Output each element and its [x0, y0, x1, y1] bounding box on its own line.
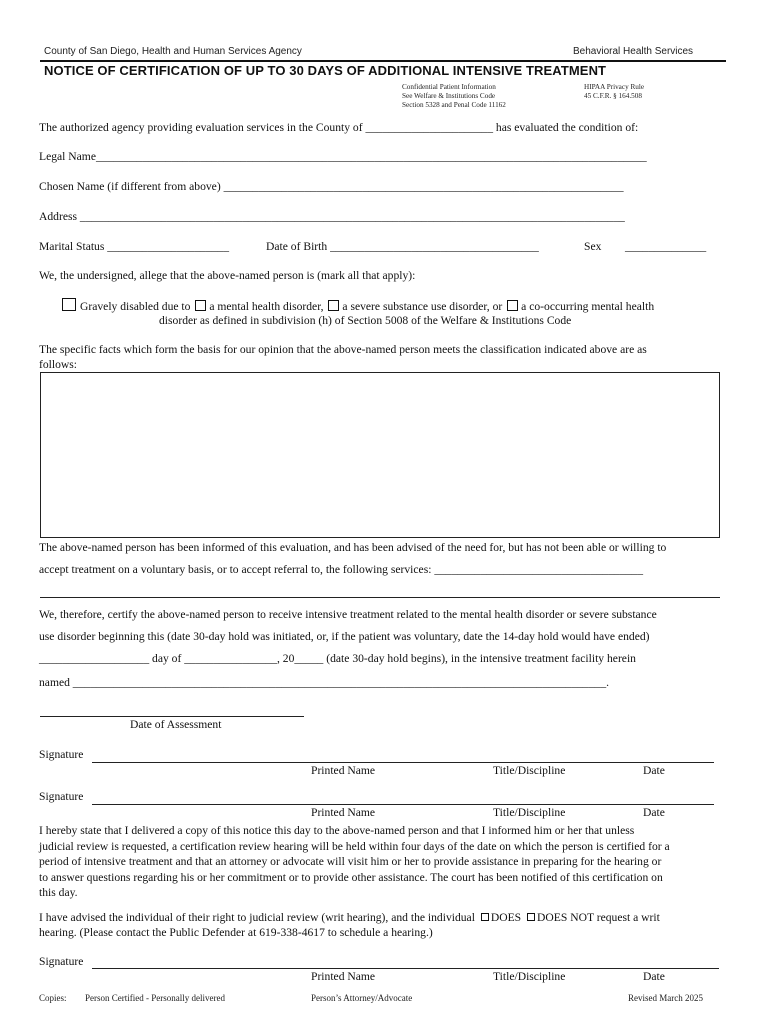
delivery-line-1: I hereby state that I delivered a copy of this notice this day to the above-named person and that I informed him or her that unless — [39, 824, 635, 837]
signature-3-date: Date — [643, 970, 665, 983]
confidential-notice — [402, 83, 506, 110]
sex-label: Sex — [584, 240, 602, 253]
informed-line-1: The above-named person has been informed of this evaluation, and has been advised of the need for, but has not been able or willing to — [39, 541, 667, 554]
certify-line-2: use disorder beginning this (date 30-day hold was initiated, or, if the patient was voluntary, date the 14-day hold would have ended) — [39, 630, 650, 643]
signature-3-title: Title/Discipline — [493, 970, 566, 983]
agency-name: County of San Diego, Health and Human Services Agency — [44, 46, 302, 57]
facts-line-2: follows: — [39, 358, 78, 371]
signature-3-line[interactable] — [92, 968, 719, 969]
delivery-line-2: judicial review is requested, a certification review hearing will be held within four days of the date on which the person is certified for a — [39, 839, 670, 853]
legal-name-field[interactable]: Legal Name_______________________________________________________________________________________________ — [39, 150, 647, 163]
signature-1-printed-name: Printed Name — [311, 764, 376, 777]
signature-1-label: Signature — [39, 748, 84, 761]
confidential-line-1: Confidential Patient Information — [402, 83, 496, 91]
gravely-disabled-label: Gravely disabled due to — [80, 300, 191, 313]
signature-2-printed-name: Printed Name — [311, 806, 376, 819]
classification-options — [62, 298, 654, 313]
signature-1-line[interactable] — [92, 762, 714, 763]
allege-text: We, the undersigned, allege that the above-named person is (mark all that apply): — [39, 269, 416, 282]
signature-3-printed-name: Printed Name — [311, 970, 376, 983]
signature-3-label: Signature — [39, 955, 84, 968]
signature-1-title: Title/Discipline — [493, 764, 566, 777]
chosen-name-field[interactable]: Chosen Name (if different from above) _____________________________________________________________________ — [39, 180, 624, 193]
footer-person-certified: Person Certified - Personally delivered — [85, 993, 225, 1003]
co-occurring-definition: disorder as defined in subdivision (h) of Section 5008 of the Welfare & Institutions Code — [159, 314, 572, 327]
intro-condition-text: has evaluated the condition of: — [495, 121, 639, 134]
writ-text: request a writ — [596, 911, 660, 924]
facts-text-area[interactable] — [40, 372, 720, 538]
footer-copies-label: Copies: — [39, 993, 67, 1003]
does-label: DOES — [490, 911, 522, 924]
marital-status-field[interactable]: Marital Status _____________________ — [39, 240, 230, 253]
signature-2-title: Title/Discipline — [493, 806, 566, 819]
intro-text — [39, 121, 638, 134]
services-field[interactable]: accept treatment on a voluntary basis, or to accept referral to, the following services: ____________________________________ — [39, 563, 644, 576]
advised-text: I have advised the individual of their right to judicial review (writ hearing), and the individual — [39, 911, 475, 924]
form-title: NOTICE OF CERTIFICATION OF UP TO 30 DAYS OF ADDITIONAL INTENSIVE TREATMENT — [44, 63, 607, 78]
delivery-line-4: to answer questions regarding his or her commitment or to provide other assistance. The court has been notified of this certification on — [39, 870, 663, 884]
delivery-line-5: this day. — [39, 886, 78, 899]
delivery-statement — [39, 823, 670, 901]
substance-use-label: a severe substance use disorder, or — [342, 300, 503, 313]
facts-line-1: The specific facts which form the basis for our opinion that the above-named person meets the classification indicated above are as — [39, 343, 647, 356]
confidential-line-2: See Welfare & Institutions Code — [402, 92, 496, 100]
advised-line-1 — [39, 911, 660, 924]
assessment-date-label: Date of Assessment — [130, 718, 222, 731]
mental-health-checkbox[interactable] — [195, 300, 206, 311]
co-occurring-checkbox[interactable] — [507, 300, 518, 311]
department-name: Behavioral Health Services — [573, 46, 694, 57]
assessment-date-line[interactable] — [40, 716, 304, 717]
does-not-checkbox[interactable] — [527, 913, 535, 921]
certify-line-1: We, therefore, certify the above-named person to receive intensive treatment related to the mental health disorder or severe substance — [39, 608, 657, 621]
sex-field[interactable]: ______________ — [625, 240, 707, 253]
does-checkbox[interactable] — [481, 913, 489, 921]
hipaa-line-2: 45 C.F.R. § 164.508 — [584, 92, 642, 100]
address-field[interactable]: Address ______________________________________________________________________________________________ — [39, 210, 625, 223]
signature-2-line[interactable] — [92, 804, 714, 805]
date-of-birth-field[interactable]: Date of Birth ____________________________________ — [266, 240, 539, 253]
services-continuation-line[interactable] — [40, 597, 720, 598]
header-rule — [40, 60, 726, 62]
hipaa-line-1: HIPAA Privacy Rule — [584, 83, 645, 91]
intro-county-field[interactable]: The authorized agency providing evaluation services in the County of ______________________ — [39, 121, 493, 134]
does-not-label: DOES NOT — [537, 911, 594, 924]
facility-name-field[interactable]: named ____________________________________________________________________________________________. — [39, 676, 610, 689]
signature-2-label: Signature — [39, 790, 84, 803]
footer-revised: Revised March 2025 — [628, 993, 703, 1003]
footer-attorney: Person’s Attorney/Advocate — [311, 993, 413, 1003]
signature-1-date: Date — [643, 764, 665, 777]
advised-line-2: hearing. (Please contact the Public Defender at 619-338-4617 to schedule a hearing.) — [39, 926, 433, 939]
delivery-line-3: period of intensive treatment and that an attorney or advocate will visit him or her to provide assistance in preparing for the hearing or — [39, 855, 662, 868]
confidential-line-3: Section 5328 and Penal Code 11162 — [402, 101, 506, 109]
hold-date-field[interactable]: ___________________ day of ________________, 20_____ (date 30-day hold begins), in the intensive treatment facility herein — [39, 652, 636, 665]
substance-use-checkbox[interactable] — [328, 300, 339, 311]
gravely-disabled-checkbox[interactable] — [62, 298, 76, 311]
signature-2-date: Date — [643, 806, 665, 819]
hipaa-notice — [584, 83, 644, 101]
co-occurring-label: a co-occurring mental health — [521, 300, 655, 313]
mental-health-label: a mental health disorder, — [209, 300, 324, 313]
